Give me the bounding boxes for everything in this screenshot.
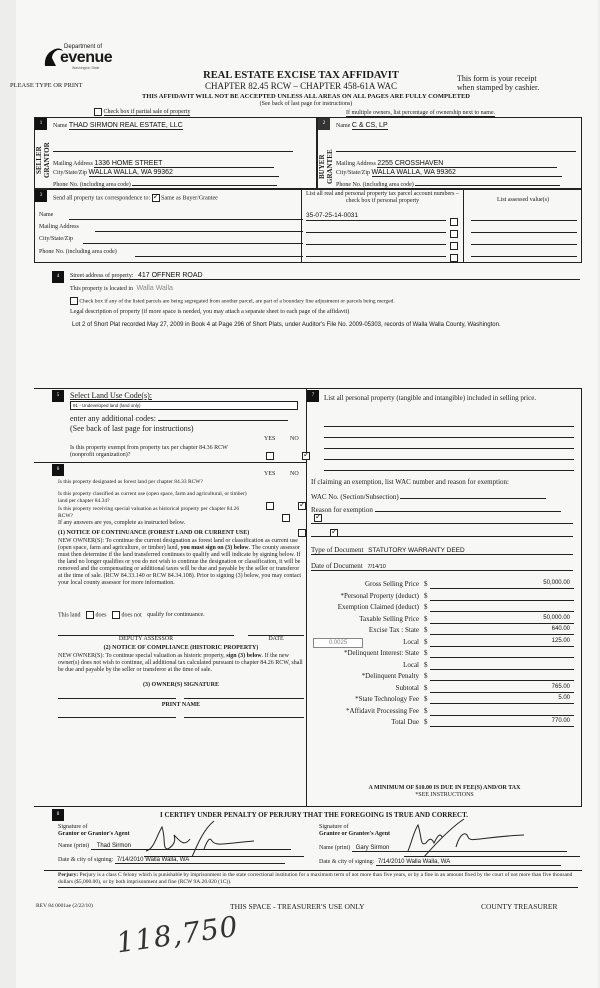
notice1-text-b: . The county assessor must then determine if the land transferred continues to qualify and will indicate by signing below. If the land no longer qualifies or you do not wish to continue the designation or classification, it will be removed and the compensating or additional taxes will be due and payable by the seller or transferor at the time of sale. (RCW 84.33.140 or RCW 84.34.108). Prior to signing (3) below, you may contact your local county assessor for more information.	[58, 545, 302, 586]
notice2-text	[58, 653, 304, 674]
notice1-title: (1) NOTICE OF CONTINUANCE (FOREST LAND OR CURRENT USE)	[58, 530, 250, 536]
grantee-name-field[interactable]: Gary Sirmon	[352, 845, 567, 852]
exempt-yes-checkbox[interactable]	[266, 452, 274, 460]
fee-value-field[interactable]: 50,000.00	[430, 580, 574, 589]
grantor-date-label: Date & city of signing:	[58, 857, 114, 863]
wac-row	[311, 491, 546, 501]
corr-address-label: Mailing Address	[39, 224, 79, 230]
reason-row	[311, 504, 561, 514]
buyer-city-row	[336, 169, 562, 177]
fee-value-field[interactable]: 765.00	[430, 684, 574, 693]
reason-label: Reason for exemption	[311, 506, 373, 514]
fee-value-field[interactable]	[430, 603, 574, 612]
section-number-7: 7	[307, 390, 319, 402]
doc-type-field[interactable]: STATUTORY WARRANTY DEED	[368, 547, 465, 554]
affidavit-page	[10, 0, 598, 988]
seller-name-label: Name	[53, 123, 68, 129]
buyer-name-line-2[interactable]	[336, 151, 576, 152]
notice2-text-a: NEW OWNER(S): To continue special valuation as historic property,	[58, 653, 227, 659]
fee-value-field[interactable]: 770.00	[430, 718, 574, 727]
assessed-value-field[interactable]	[471, 224, 577, 233]
s6-yes-header: YES	[264, 471, 276, 477]
certify-statement: I CERTIFY UNDER PENALTY OF PERJURY THAT THE FOREGOING IS TRUE AND CORRECT.	[159, 811, 468, 819]
fee-label: Gross Selling Price	[364, 580, 419, 588]
corr-city-field[interactable]	[83, 243, 303, 244]
fee-label: *State Technology Fee	[355, 695, 419, 703]
notice2-title: (2) NOTICE OF COMPLIANCE (HISTORIC PROPERTY)	[103, 645, 259, 651]
currency-symbol: $	[424, 603, 428, 611]
grantor-date-field[interactable]: 7/14/2010 Walla Walla, WA	[115, 857, 285, 864]
owner-signature-line-1[interactable]	[58, 698, 176, 699]
street-label: Street address of property:	[70, 273, 134, 279]
section6-divider	[34, 462, 307, 463]
left-column	[34, 388, 307, 806]
section-number-8: 8	[52, 809, 64, 821]
s6-yes-checkbox[interactable]	[266, 502, 274, 510]
corr-city-row	[39, 236, 307, 242]
grantee-name-label: Name (print)	[319, 845, 351, 851]
additional-codes-row	[70, 413, 288, 423]
local-rate-field[interactable]: 0.0025	[313, 638, 363, 648]
form-subtitle: CHAPTER 82.45 RCW – CHAPTER 458-61A WAC	[205, 81, 397, 91]
land-use-see-back: (See back of last page for instructions)	[70, 424, 194, 433]
buyer-address-row	[336, 160, 557, 168]
does-label: does	[95, 612, 107, 619]
seller-address-field[interactable]: 1336 HOME STREET	[94, 160, 274, 168]
wac-field[interactable]	[400, 491, 546, 499]
correspondence-label: Send all property tax correspondence to:	[53, 195, 151, 202]
seller-section	[34, 117, 317, 189]
grantor-name-row	[58, 843, 291, 850]
correspondence-section	[34, 189, 582, 263]
handwritten-note: 118,750	[114, 909, 241, 960]
seller-city-row	[53, 169, 279, 177]
seller-side-label: SELLER GRANTOR	[35, 142, 51, 178]
personal-property-line[interactable]	[324, 430, 574, 438]
s6-yes-checkbox[interactable]	[282, 514, 290, 522]
fee-label: Exemption Claimed (deduct)	[337, 603, 419, 611]
s6-question-text: Is this property receiving special valuation as historical property per chapter 84.26 RCW?	[58, 506, 240, 519]
section-number-3: 3	[35, 190, 47, 202]
grantor-date-row	[58, 857, 285, 864]
buyer-city-label: City/State/Zip	[336, 170, 370, 176]
fee-label: Local	[403, 637, 419, 646]
fee-value-field[interactable]: 5.00	[430, 695, 574, 704]
treasurer-space-label: THIS SPACE - TREASURER'S USE ONLY	[230, 902, 365, 911]
parcel-row	[306, 236, 460, 246]
s6-question-text: Is this property designated as forest land per chapter 84.33 RCW?	[58, 479, 203, 485]
fee-value-field[interactable]	[430, 707, 574, 716]
perjury-note-bold: Perjury:	[58, 872, 79, 878]
parcel-row	[306, 248, 460, 258]
land-use-label: Select Land Use Code(s):	[70, 391, 152, 400]
doc-date-field[interactable]: 7/14/10	[367, 564, 386, 570]
exempt-yes-header: YES	[264, 436, 276, 442]
currency-symbol: $	[424, 660, 428, 669]
segregated-checkbox[interactable]	[70, 297, 78, 305]
currency-symbol: $	[424, 672, 428, 680]
corr-city-label: City/State/Zip	[39, 236, 73, 242]
fee-label: Total Due	[391, 718, 419, 726]
grantor-sig-label-1: Signature of	[58, 824, 88, 830]
grantee-date-row	[319, 859, 561, 866]
buyer-phone-label: Phone No. (including area code)	[336, 182, 414, 188]
fee-value-field[interactable]	[430, 672, 574, 681]
seller-address-row	[53, 160, 274, 168]
print-name-label: PRINT NAME	[161, 702, 201, 708]
fee-value-field[interactable]	[430, 649, 574, 658]
exempt-no-header: NO	[290, 436, 299, 442]
section-number-4: 4	[52, 271, 64, 283]
currency-symbol: $	[424, 683, 428, 692]
parcel-column	[301, 190, 464, 262]
segregated-row	[70, 297, 395, 305]
form-id: REV 84 0001ae (2/22/10)	[36, 903, 93, 909]
assessed-header: List assessed value(s)	[497, 197, 549, 203]
parcel-number-field[interactable]	[306, 248, 446, 257]
corr-phone-label: Phone No. (including area code)	[39, 249, 117, 255]
fee-label: Subtotal	[395, 683, 419, 692]
reason-line-3[interactable]	[311, 536, 573, 537]
personal-property-line[interactable]	[324, 441, 574, 449]
notice2-text-b: . If the new owner(s) does not wish to continue, all additional tax calculated pursuant to chapter 84.26 RCW, shall be due and payable by the seller or transferor at the time of sale.	[58, 653, 303, 673]
minimum-due-note: A MINIMUM OF $10.00 IS DUE IN FEE(S) AND/OR TAX	[368, 785, 521, 791]
personal-property-line[interactable]	[324, 452, 574, 460]
reason-line-2[interactable]	[311, 523, 573, 524]
grantor-sig-label-2: Grantor or Grantor's Agent	[58, 831, 130, 837]
does-not-label: does not	[121, 612, 142, 619]
assessed-value-field[interactable]	[471, 212, 577, 221]
fee-value-field[interactable]: 125.00	[430, 638, 574, 647]
buyer-phone-row	[336, 179, 560, 188]
currency-symbol: $	[424, 718, 428, 726]
perjury-note-text: Perjury is a class C felony which is punishable by imprisonment in the state correctional institution for a maximum term of not more than five years, or by a fine in an amount fixed by the court of not more than five thousand dollars ($5,000.00), or by both imprisonment and fine (RCW 9A.20.020 (1C)).	[58, 872, 573, 885]
buyer-name-label: Name	[336, 123, 351, 129]
seller-phone-row	[53, 179, 277, 188]
buyer-phone-field[interactable]	[415, 179, 560, 186]
grantor-name-label: Name (print)	[58, 843, 90, 849]
grantee-date-label: Date & city of signing:	[319, 859, 375, 865]
owner-signature-label: (3) OWNER(S) SIGNATURE	[143, 682, 219, 688]
corr-name-row	[39, 212, 307, 218]
parcel-number-field[interactable]	[306, 224, 446, 233]
section-number-1: 1	[35, 118, 47, 130]
partial-sale-label: Check box if partial sale of property	[103, 109, 191, 116]
county-treasurer-label: COUNTY TREASURER	[481, 902, 558, 911]
grantee-date-field[interactable]: 7/14/2010 Walla Walla, WA	[376, 859, 561, 866]
buyer-address-field[interactable]: 2255 CROSSHAVEN	[377, 160, 557, 168]
deputy-assessor-label: DEPUTY ASSESSOR	[118, 636, 174, 642]
receipt-note-2: when stamped by cashier.	[457, 83, 540, 92]
seller-name-line-2[interactable]	[53, 151, 293, 152]
corr-name-label: Name	[39, 212, 54, 218]
if-yes-note: If any answers are yes, complete as instructed below.	[58, 520, 186, 526]
partial-sale-checkbox[interactable]	[94, 108, 102, 116]
assessed-value-field[interactable]	[471, 248, 577, 257]
land-use-select[interactable]: 91 - Undeveloped land (land only)	[70, 401, 298, 410]
partial-sale-checkbox-row[interactable]	[94, 108, 190, 116]
grantee-sig-label-2: Grantee or Grantee's Agent	[319, 831, 391, 837]
fee-value-field[interactable]	[430, 592, 574, 601]
corr-address-field[interactable]	[95, 231, 303, 232]
exempt-question: Is this property exempt from property tax per chapter 84.36 RCW (nonprofit organization)?	[70, 445, 228, 458]
parcel-row	[306, 212, 460, 222]
correspondence-header	[53, 194, 218, 202]
dor-logo	[42, 44, 112, 70]
owner-signature-line-2[interactable]	[184, 698, 304, 699]
wac-label: WAC No. (Section/Subsection)	[311, 493, 399, 501]
fee-label: Local	[403, 660, 419, 669]
seller-name-row	[53, 122, 311, 129]
print-name-line-1[interactable]	[58, 717, 176, 718]
notice2-text-bold: sign (3) below	[226, 653, 262, 659]
currency-symbol: $	[424, 614, 428, 623]
grantee-sig-label-1: Signature of	[319, 824, 349, 830]
does-checkbox[interactable]	[86, 611, 94, 619]
continuance-row	[58, 611, 205, 619]
right-column	[307, 388, 582, 806]
see-back-note: (See back of last page for instructions)	[259, 101, 353, 107]
buyer-address-label: Mailing Address	[336, 161, 376, 167]
legal-label: Legal description of property (if more space is needed, you may attach a separate sheet to each page of the affidavit)	[70, 309, 350, 315]
parcel-number-field[interactable]	[306, 236, 446, 245]
assessed-value-field[interactable]	[471, 236, 577, 245]
street-field[interactable]: 417 OFFNER ROAD	[137, 272, 203, 279]
exemption-label: If claiming an exemption, list WAC number and reason for exemption:	[311, 478, 509, 486]
agency-top: Department of	[64, 44, 103, 50]
buyer-name-row	[336, 122, 388, 129]
does-not-checkbox[interactable]	[112, 611, 120, 619]
perjury-note	[58, 872, 578, 888]
see-instructions-note: *SEE INSTRUCTIONS	[415, 792, 474, 798]
corr-address-row	[39, 224, 307, 230]
personal-property-line[interactable]	[324, 419, 574, 427]
corr-phone-row	[39, 249, 307, 255]
corr-name-field[interactable]	[69, 219, 303, 220]
grantee-name-row	[319, 845, 567, 852]
completion-warning: THIS AFFIDAVIT WILL NOT BE ACCEPTED UNLESS ALL AREAS ON ALL PAGES ARE FULLY COMPLETED	[142, 93, 470, 100]
agency-state: Washington State	[72, 66, 100, 70]
personal-property-checkbox[interactable]	[450, 254, 458, 262]
reason-field[interactable]	[375, 504, 561, 512]
print-name-line-2[interactable]	[184, 717, 304, 718]
currency-symbol: $	[424, 649, 428, 657]
fee-label: *Delinquent Penalty	[361, 672, 419, 680]
same-as-buyer-checkbox[interactable]	[152, 194, 160, 202]
s6-no-checkbox[interactable]	[298, 502, 306, 510]
seller-address-label: Mailing Address	[53, 161, 93, 167]
located-label: This property is located in	[70, 286, 133, 292]
street-row	[70, 272, 580, 280]
form-title: REAL ESTATE EXCISE TAX AFFIDAVIT	[203, 70, 399, 81]
buyer-side-label: BUYER GRANTEE	[318, 149, 334, 185]
fee-label: *Delinquent Interest: State	[343, 649, 419, 657]
currency-symbol: $	[424, 591, 428, 600]
parcel-header: List all real and personal property tax parcel account numbers – check box if personal property	[306, 191, 459, 204]
seller-city-label: City/State/Zip	[53, 170, 87, 176]
corr-phone-field[interactable]	[135, 256, 303, 257]
fee-label: Excise Tax : State	[368, 626, 419, 634]
legal-description[interactable]: Lot 2 of Short Plat recorded May 27, 2009 in Book 4 at Page 296 of Short Plats, under Auditor's File No. 2009-05303, records of Walla Walla County, Washington.	[72, 322, 501, 328]
buyer-city-field[interactable]: WALLA WALLA, WA 99362	[372, 169, 562, 177]
agency-name: evenue	[60, 49, 113, 66]
seller-city-field[interactable]: WALLA WALLA, WA 99362	[89, 169, 279, 177]
buyer-section	[317, 117, 582, 189]
section-number-5: 5	[52, 390, 64, 402]
currency-symbol: $	[424, 706, 428, 715]
seller-phone-label: Phone No. (including area code)	[53, 182, 131, 188]
additional-codes-label: enter any additional codes:	[70, 414, 156, 423]
fee-label: *Personal Property (deduct)	[340, 591, 419, 600]
doc-type-label: Type of Document	[311, 546, 364, 554]
notice1-text-bold: you must sign on (3) below	[180, 545, 249, 551]
additional-codes-field[interactable]	[158, 413, 288, 421]
fee-value-field[interactable]: 640.00	[430, 626, 574, 635]
grantor-signature-scribble-icon	[144, 819, 304, 857]
notice1-text-a: NEW OWNER(S): To continue the current designation as forest land or classification as current use (open space, farm and agriculture, or timber) land,	[58, 538, 298, 551]
section-number-6: 6	[52, 464, 64, 476]
s6-question-text: Is this property classified as current use (open space, farm and agricultural, or timber) land per chapter 84.34?	[58, 491, 247, 504]
qualify-label: qualify for continuance.	[147, 612, 205, 619]
perjury-divider	[44, 870, 582, 871]
fee-label: Taxable Selling Price	[359, 614, 419, 623]
please-type-note: PLEASE TYPE OR PRINT	[10, 82, 83, 89]
same-as-buyer-label: Same as Buyer/Grantee	[161, 195, 218, 202]
s6-yes-checkbox[interactable]	[298, 529, 306, 537]
fee-value-field[interactable]	[430, 661, 574, 670]
currency-symbol: $	[424, 626, 428, 634]
located-field[interactable]: Walla Walla	[136, 285, 173, 292]
parcel-row	[306, 224, 460, 234]
notice1-text	[58, 538, 304, 587]
receipt-note-1: This form is your receipt	[457, 74, 537, 83]
segregated-label: Check box if any of the listed parcels are being segregated from another parcel, are part of a boundary line adjustment or parcels being merged.	[79, 298, 395, 305]
doc-date-row	[311, 562, 573, 571]
buyer-name-field[interactable]: C & CS, LP	[351, 122, 388, 129]
assessor-date-label: DATE	[268, 636, 284, 642]
s6-no-header: NO	[290, 471, 299, 477]
located-row	[70, 285, 173, 292]
fee-label: *Affidavit Processing Fee	[346, 706, 419, 715]
currency-symbol: $	[424, 637, 428, 646]
fee-value-field[interactable]: 50,000.00	[430, 615, 574, 624]
currency-symbol: $	[424, 695, 428, 703]
section-number-2: 2	[318, 118, 330, 130]
seller-phone-field[interactable]	[132, 179, 277, 186]
doc-date-label: Date of Document	[311, 562, 363, 570]
this-land-label: This land	[58, 612, 81, 619]
property-section	[34, 267, 582, 377]
grantor-name-field[interactable]: Thad Sirmon	[91, 843, 291, 850]
doc-type-row	[311, 546, 573, 555]
certification-section	[34, 806, 582, 886]
multiple-owners-note: If multiple owners, list percentage of ownership next to name.	[346, 110, 496, 116]
personal-property-label: List all personal property (tangible and intangible) included in selling price.	[324, 394, 537, 402]
parcel-number-field[interactable]: 35-07-25-14-0031	[306, 212, 446, 221]
seller-name-field[interactable]: THAD SIRMON REAL ESTATE, LLC	[68, 122, 183, 129]
personal-property-line[interactable]	[324, 463, 574, 471]
currency-symbol: $	[424, 580, 428, 588]
